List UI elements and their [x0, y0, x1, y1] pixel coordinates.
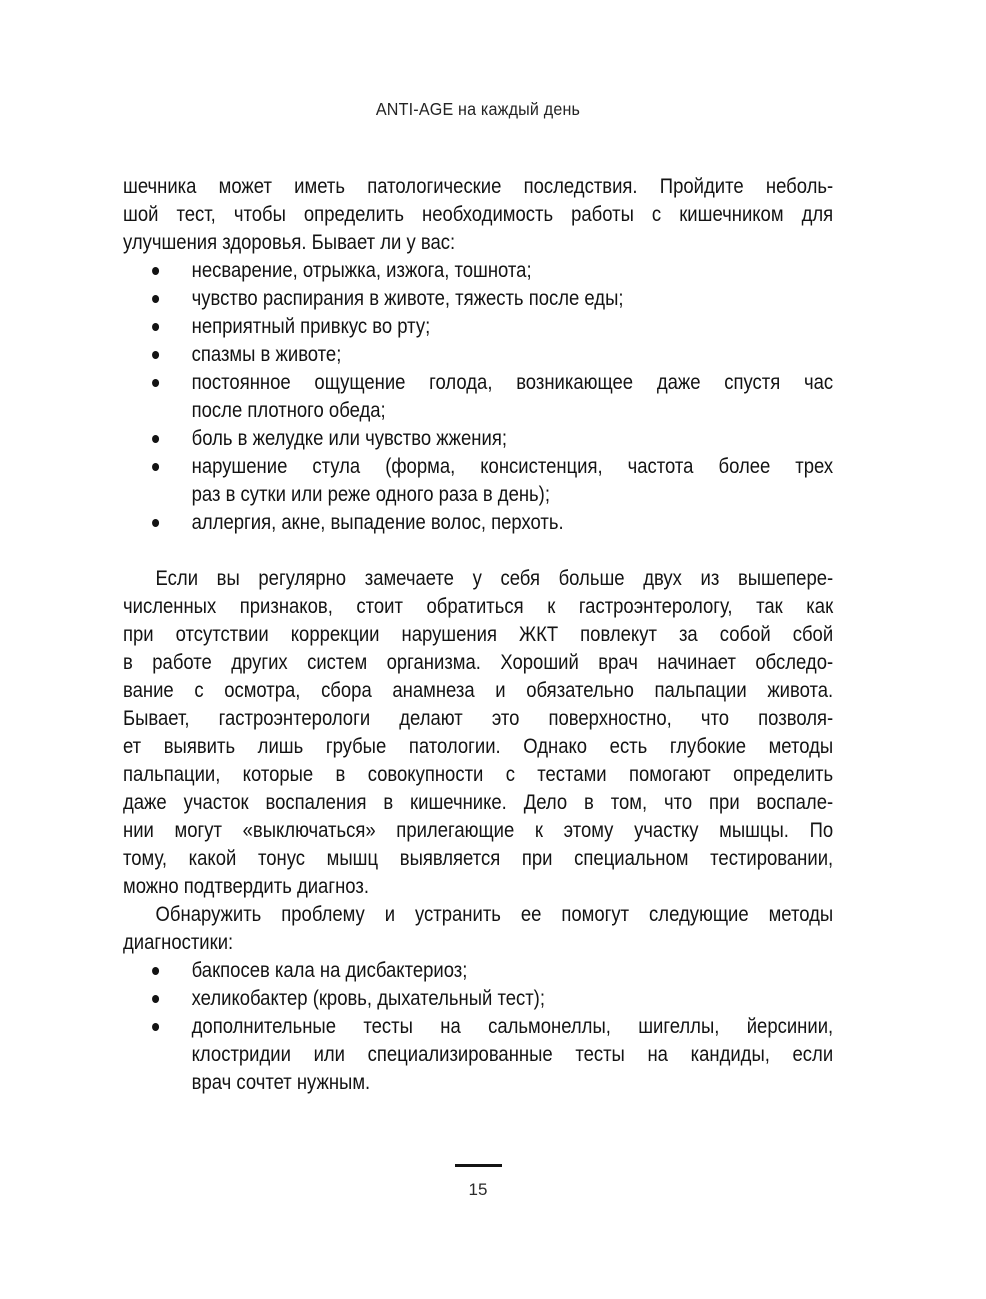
text-line: раз в сутки или реже одного раза в день); — [191, 483, 550, 506]
bullet-text — [192, 957, 834, 985]
text-line: спазмы в животе; — [191, 343, 342, 366]
footer-rule — [455, 1164, 502, 1167]
bullet-item — [123, 425, 833, 453]
bullet-text — [192, 285, 834, 313]
bullet-item — [123, 985, 833, 1013]
page-body — [123, 173, 833, 1097]
bullet-item — [123, 313, 833, 341]
bullet-text — [192, 341, 834, 369]
text-line: нии могут «выключаться» прилегающие к этому участку мышцы. По — [123, 819, 834, 842]
bullet-text — [192, 453, 834, 509]
paragraph-spacer — [123, 537, 833, 565]
bullet-text — [192, 985, 834, 1013]
bullet-text — [192, 313, 834, 341]
running-header-text: ANTI-AGE на каждый день — [375, 99, 581, 119]
text-line: клостридии или специализированные тесты на кандиды, если — [191, 1043, 834, 1066]
bullet-item — [123, 285, 833, 313]
text-line: ет выявить лишь грубые патологии. Однако есть глубокие методы — [123, 735, 834, 758]
text-line: можно подтвердить диагноз. — [123, 875, 369, 898]
text-line: Бывает, гастроэнтерологи делают это поверхностно, что позволя- — [123, 707, 834, 730]
bullet-icon — [123, 425, 192, 453]
text-line: пальпации, которые в совокупности с тестами помогают определить — [123, 763, 834, 786]
bullet-item — [123, 369, 833, 425]
bullet-text — [192, 257, 834, 285]
bullet-text — [192, 369, 834, 425]
text-line: Обнаружить проблему и устранить ее помогут следующие методы — [155, 903, 834, 926]
text-line: тому, какой тонус мышц выявляется при специальном тестировании, — [123, 847, 834, 870]
text-line: после плотного обеда; — [191, 399, 386, 422]
text-line: хеликобактер (кровь, дыхательный тест); — [191, 987, 545, 1010]
text-line: дополнительные тесты на сальмонеллы, шигеллы, йерсинии, — [191, 1015, 834, 1038]
paragraph-advice — [123, 565, 833, 901]
bullet-item — [123, 341, 833, 369]
text-line: несварение, отрыжка, изжога, тошнота; — [191, 259, 532, 282]
paragraph-intro — [123, 173, 833, 257]
bullet-icon — [123, 285, 192, 313]
text-line: боль в желудке или чувство жжения; — [191, 427, 507, 450]
bullet-text — [192, 509, 834, 537]
page-number: 15 — [468, 1180, 488, 1199]
bullet-item — [123, 509, 833, 537]
text-line: численных признаков, стоит обратиться к гастроэнтерологу, так как — [123, 595, 834, 618]
text-line: шечника может иметь патологические последствия. Пройдите неболь- — [123, 175, 834, 198]
text-line: нарушение стула (форма, консистенция, частота более трех — [191, 455, 834, 478]
bullet-icon — [123, 509, 192, 537]
bullet-item — [123, 257, 833, 285]
bullet-list-diagnostics — [123, 957, 833, 1097]
bullet-text — [192, 425, 834, 453]
text-line: постоянное ощущение голода, возникающее даже спустя час — [191, 371, 834, 394]
text-line: аллергия, акне, выпадение волос, перхоть. — [191, 511, 564, 534]
bullet-icon — [123, 341, 192, 369]
text-line: Если вы регулярно замечаете у себя больше двух из вышепере- — [155, 567, 834, 590]
running-header — [123, 99, 833, 120]
text-line: в работе других систем организма. Хороший врач начинает обследо- — [123, 651, 834, 674]
text-line: при отсутствии коррекции нарушения ЖКТ повлекут за собой сбой — [123, 623, 834, 646]
text-line: вание с осмотра, сбора анамнеза и обязательно пальпации живота. — [123, 679, 834, 702]
bullet-item — [123, 453, 833, 509]
text-line: улучшения здоровья. Бывает ли у вас: — [123, 231, 456, 254]
bullet-text — [192, 1013, 834, 1097]
text-line: диагностики: — [123, 931, 234, 954]
text-line: врач сочтет нужным. — [191, 1071, 371, 1094]
page-footer — [123, 1164, 833, 1200]
bullet-item — [123, 957, 833, 985]
bullet-icon — [123, 1013, 192, 1097]
text-line: чувство распирания в животе, тяжесть после еды; — [191, 287, 624, 310]
text-line: неприятный привкус во рту; — [191, 315, 431, 338]
bullet-icon — [123, 257, 192, 285]
bullet-icon — [123, 369, 192, 425]
text-line: шой тест, чтобы определить необходимость работы с кишечником для — [123, 203, 834, 226]
bullet-icon — [123, 985, 192, 1013]
text-line: бакпосев кала на дисбактериоз; — [191, 959, 468, 982]
bullet-icon — [123, 313, 192, 341]
bullet-icon — [123, 957, 192, 985]
paragraph-diagnostics-intro — [123, 901, 833, 957]
bullet-icon — [123, 453, 192, 509]
text-line: даже участок воспаления в кишечнике. Дело в том, что при воспале- — [123, 791, 834, 814]
bullet-item — [123, 1013, 833, 1097]
bullet-list-symptoms — [123, 257, 833, 537]
